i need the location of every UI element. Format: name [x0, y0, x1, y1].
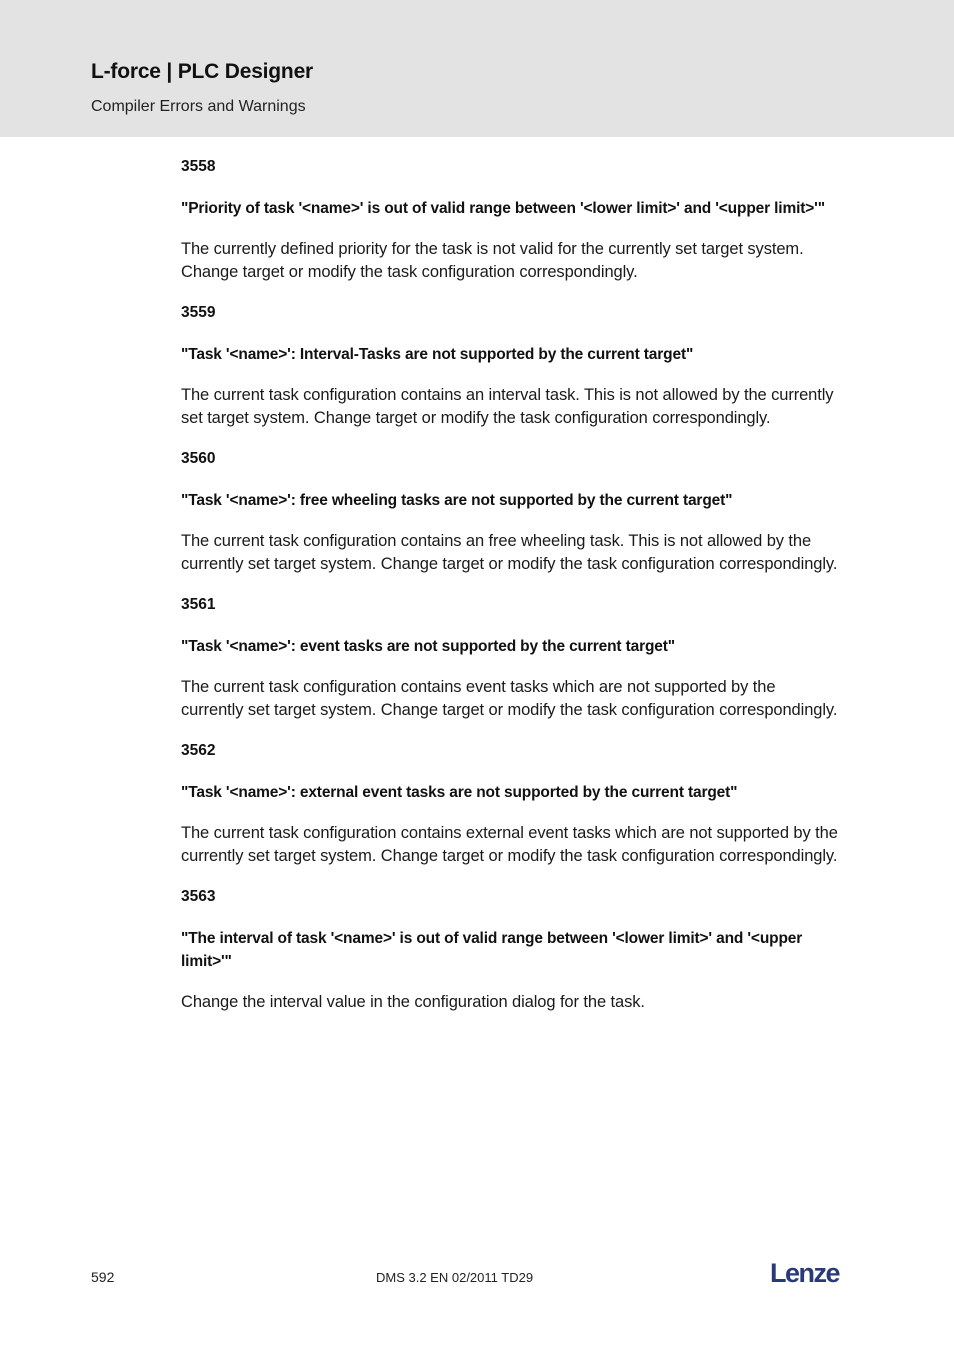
header-subtitle: Compiler Errors and Warnings [91, 98, 306, 115]
entry-code: 3559 [181, 304, 216, 321]
entry-description: The current task configuration contains an interval task. This is not allowed by the currently set target system. Change target or modify the task configuration correspondingly. [181, 386, 834, 427]
entry-title: "Task '<name>': free wheeling tasks are not supported by the current target" [181, 492, 733, 509]
entry-title: "Task '<name>': external event tasks are not supported by the current target" [181, 784, 738, 801]
page-header [0, 0, 954, 137]
entry-code: 3561 [181, 596, 216, 613]
entry-3562 [181, 740, 841, 868]
entry-title: "Priority of task '<name>' is out of valid range between '<lower limit>' and '<upper limit>'" [181, 200, 825, 217]
lenze-logo [770, 1258, 850, 1288]
entry-description: Change the interval value in the configuration dialog for the task. [181, 993, 645, 1011]
page-number: 592 [91, 1269, 115, 1285]
entry-code: 3558 [181, 158, 216, 175]
entry-description: The current task configuration contains event tasks which are not supported by the currently set target system. Change target or modify the task configuration correspondingly. [181, 678, 838, 719]
entry-title: "The interval of task '<name>' is out of valid range between '<lower limit>' and '<upper limit>'" [181, 930, 803, 970]
content [181, 156, 841, 1032]
entry-description: The current task configuration contains external event tasks which are not supported by the currently set target system. Change target or modify the task configuration correspondingly. [181, 824, 838, 865]
header-title: L-force | PLC Designer [91, 60, 314, 83]
svg-text:Lenze: Lenze [770, 1258, 840, 1288]
entry-code: 3563 [181, 888, 216, 905]
entry-3563 [181, 886, 841, 1014]
entry-3560 [181, 448, 841, 576]
entry-3561 [181, 594, 841, 722]
document-id: DMS 3.2 EN 02/2011 TD29 [376, 1270, 534, 1285]
entry-code: 3562 [181, 742, 216, 759]
entry-3558 [181, 156, 841, 284]
entry-3559 [181, 302, 841, 430]
entry-description: The current task configuration contains an free wheeling task. This is not allowed by the currently set target system. Change target or modify the task configuration correspondingly. [181, 532, 838, 573]
entry-title: "Task '<name>': event tasks are not supported by the current target" [181, 638, 675, 655]
entry-code: 3560 [181, 450, 216, 467]
entry-description: The currently defined priority for the task is not valid for the currently set target system. Change target or modify the task configuration correspondingly. [181, 240, 804, 281]
entry-title: "Task '<name>': Interval-Tasks are not supported by the current target" [181, 346, 694, 363]
